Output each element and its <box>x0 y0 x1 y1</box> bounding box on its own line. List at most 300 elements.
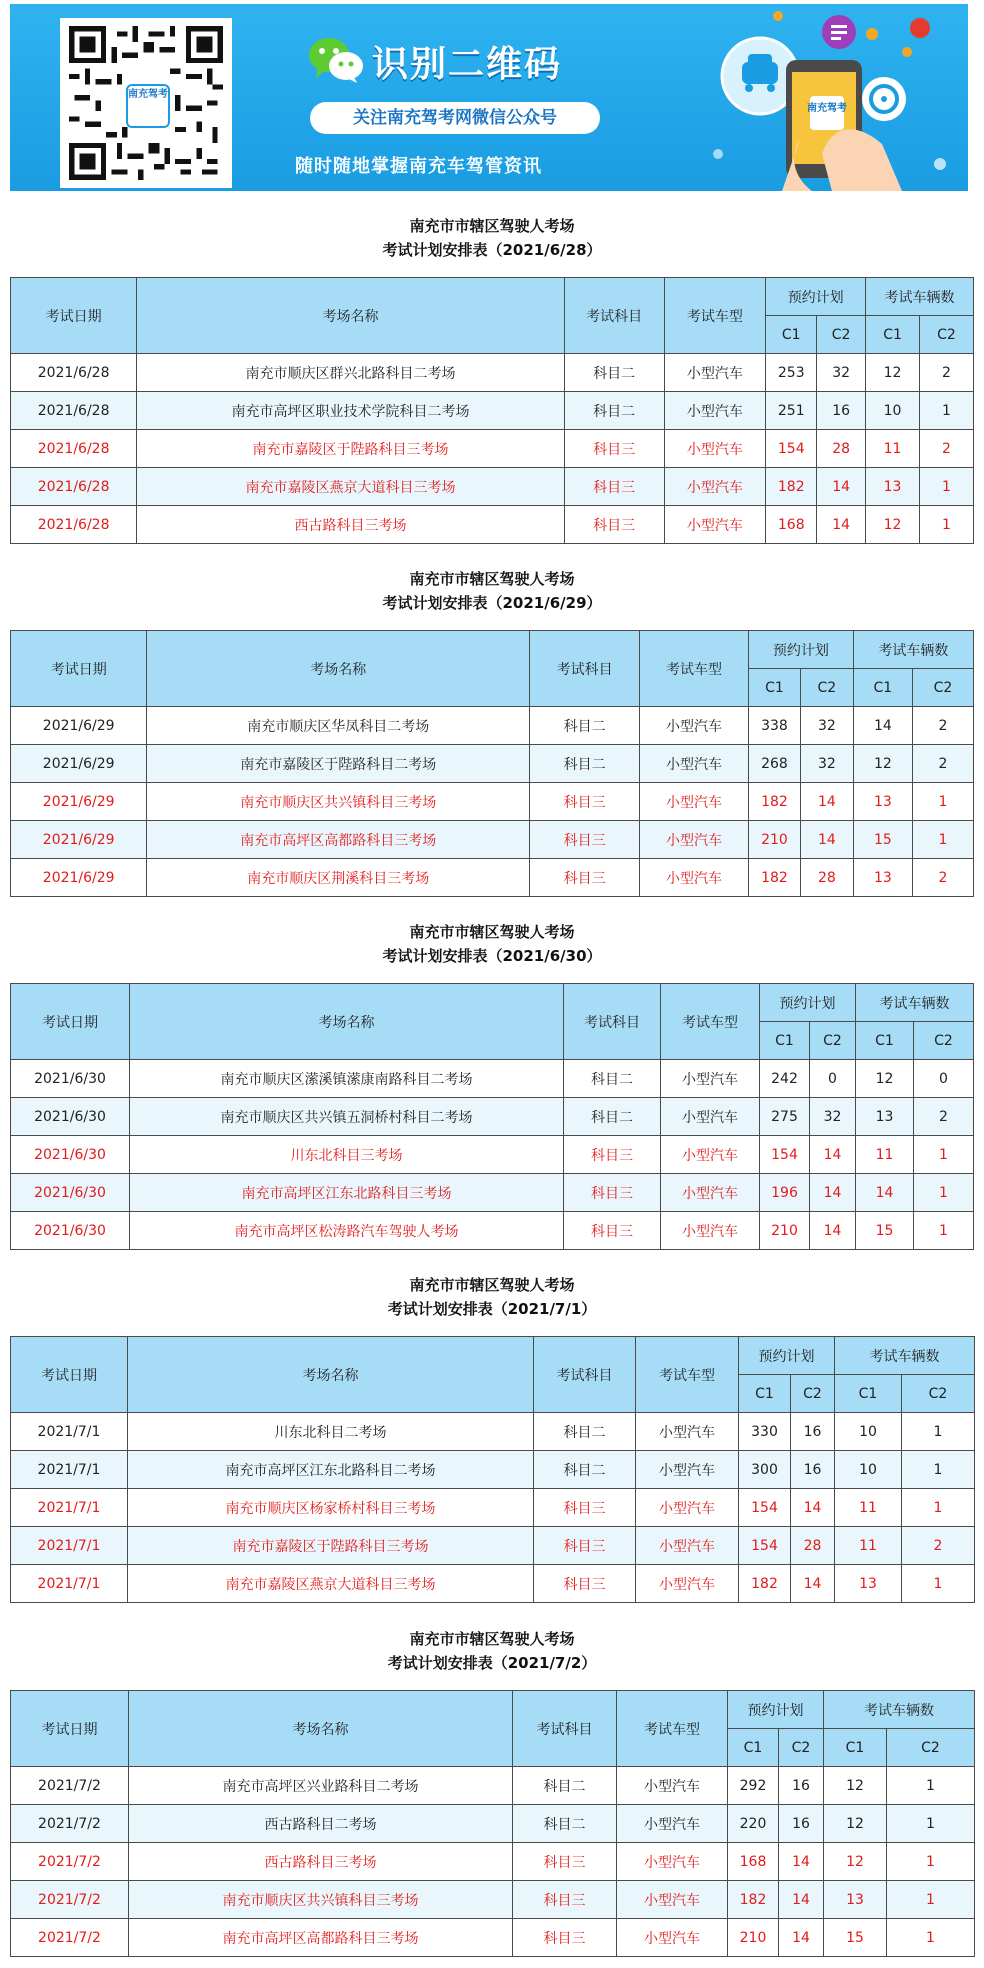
cars-c2-cell: 1 <box>914 1212 974 1250</box>
vehicle-type-cell: 小型汽车 <box>664 392 766 430</box>
vehicle-type-cell: 小型汽车 <box>661 1098 760 1136</box>
venue-name-cell: 南充市顺庆区荆溪科目三考场 <box>147 859 530 897</box>
exam-date-cell: 2021/7/1 <box>11 1451 128 1489</box>
plan-c2-cell: 14 <box>779 1881 824 1919</box>
header-booking-plan: 预约计划 <box>760 984 856 1022</box>
venue-name-cell: 川东北科目三考场 <box>130 1136 564 1174</box>
header-plan-c1: C1 <box>766 316 817 354</box>
venue-name-cell: 南充市高坪区高都路科目三考场 <box>147 821 530 859</box>
qr-logo: 南充驾考 <box>126 84 170 128</box>
plan-c2-cell: 14 <box>817 506 866 544</box>
header-plan-c2: C2 <box>779 1729 824 1767</box>
header-booking-plan: 预约计划 <box>749 631 854 669</box>
schedule-section <box>10 920 974 1240</box>
exam-date-cell: 2021/7/2 <box>11 1805 129 1843</box>
venue-name-cell: 南充市高坪区高都路科目三考场 <box>129 1919 513 1957</box>
exam-date-cell: 2021/7/2 <box>11 1881 129 1919</box>
vehicle-type-cell: 小型汽车 <box>617 1919 728 1957</box>
plan-c1-cell: 251 <box>766 392 817 430</box>
vehicle-type-cell: 小型汽车 <box>664 430 766 468</box>
cars-c1-cell: 12 <box>866 354 920 392</box>
venue-name-cell: 南充市高坪区松涛路汽车驾驶人考场 <box>130 1212 564 1250</box>
cars-c2-cell: 2 <box>914 1098 974 1136</box>
vehicle-type-cell: 小型汽车 <box>640 707 749 745</box>
cars-c1-cell: 12 <box>824 1843 887 1881</box>
plan-c2-cell: 14 <box>800 783 853 821</box>
venue-name-cell: 南充市嘉陵区于陛路科目三考场 <box>128 1527 534 1565</box>
cars-c1-cell: 13 <box>853 783 912 821</box>
plan-c1-cell: 154 <box>760 1136 810 1174</box>
table-row <box>11 1565 975 1603</box>
header-exam-date: 考试日期 <box>11 1337 128 1413</box>
venue-name-cell: 南充市顺庆区群兴北路科目二考场 <box>137 354 565 392</box>
cars-c2-cell: 1 <box>902 1489 975 1527</box>
exam-date-cell: 2021/6/29 <box>11 783 147 821</box>
subject-cell: 科目二 <box>564 354 664 392</box>
vehicle-type-cell: 小型汽车 <box>664 354 766 392</box>
header-exam-date: 考试日期 <box>11 1691 129 1767</box>
vehicle-type-cell: 小型汽车 <box>640 821 749 859</box>
vehicle-type-cell: 小型汽车 <box>617 1767 728 1805</box>
vehicle-type-cell: 小型汽车 <box>664 506 766 544</box>
table-row <box>11 354 974 392</box>
subject-cell: 科目二 <box>513 1805 617 1843</box>
subject-cell: 科目二 <box>564 1060 661 1098</box>
venue-name-cell: 南充市顺庆区共兴镇科目三考场 <box>129 1881 513 1919</box>
table-row <box>11 707 974 745</box>
venue-name-cell: 南充市嘉陵区燕京大道科目三考场 <box>128 1565 534 1603</box>
venue-name-cell: 南充市顺庆区潆溪镇潆康南路科目二考场 <box>130 1060 564 1098</box>
plan-c1-cell: 292 <box>728 1767 779 1805</box>
cars-c1-cell: 12 <box>824 1805 887 1843</box>
table-row <box>11 1919 975 1957</box>
header-venue-name: 考场名称 <box>137 278 565 354</box>
header-exam-cars: 考试车辆数 <box>856 984 974 1022</box>
subject-cell: 科目二 <box>534 1451 636 1489</box>
vehicle-type-cell: 小型汽车 <box>617 1805 728 1843</box>
header-plan-c2: C2 <box>791 1375 835 1413</box>
subject-cell: 科目二 <box>530 707 640 745</box>
header-cars-c1: C1 <box>856 1022 914 1060</box>
phone-illustration <box>682 4 968 191</box>
cars-c1-cell: 12 <box>824 1767 887 1805</box>
venue-name-cell: 南充市高坪区兴业路科目二考场 <box>129 1767 513 1805</box>
table-row <box>11 859 974 897</box>
cars-c2-cell: 1 <box>920 468 974 506</box>
section-title-line2: 考试计划安排表（2021/6/28） <box>382 241 602 259</box>
header-exam-date: 考试日期 <box>11 631 147 707</box>
header-venue-name: 考场名称 <box>130 984 564 1060</box>
plan-c2-cell: 14 <box>817 468 866 506</box>
plan-c1-cell: 182 <box>766 468 817 506</box>
cars-c1-cell: 12 <box>866 506 920 544</box>
header-venue-name: 考场名称 <box>129 1691 513 1767</box>
cars-c2-cell: 1 <box>887 1919 975 1957</box>
vehicle-type-cell: 小型汽车 <box>661 1060 760 1098</box>
venue-name-cell: 南充市嘉陵区于陛路科目二考场 <box>147 745 530 783</box>
vehicle-type-cell: 小型汽车 <box>636 1489 739 1527</box>
section-title <box>10 1627 974 1675</box>
schedule-table <box>10 630 974 897</box>
cars-c2-cell: 2 <box>920 430 974 468</box>
header-cars-c2: C2 <box>914 1022 974 1060</box>
vehicle-type-cell: 小型汽车 <box>617 1881 728 1919</box>
cars-c1-cell: 14 <box>856 1174 914 1212</box>
vehicle-type-cell: 小型汽车 <box>617 1843 728 1881</box>
cars-c2-cell: 1 <box>914 1174 974 1212</box>
venue-name-cell: 南充市顺庆区共兴镇五洞桥村科目二考场 <box>130 1098 564 1136</box>
vehicle-type-cell: 小型汽车 <box>640 745 749 783</box>
exam-date-cell: 2021/7/1 <box>11 1413 128 1451</box>
exam-date-cell: 2021/6/29 <box>11 821 147 859</box>
exam-date-cell: 2021/6/29 <box>11 859 147 897</box>
section-title-line1: 南充市市辖区驾驶人考场 <box>409 217 575 235</box>
plan-c2-cell: 32 <box>810 1098 856 1136</box>
vehicle-type-cell: 小型汽车 <box>661 1174 760 1212</box>
table-row <box>11 1843 975 1881</box>
cars-c1-cell: 12 <box>853 745 912 783</box>
header-exam-date: 考试日期 <box>11 278 137 354</box>
schedule-table <box>10 983 974 1250</box>
header-plan-c1: C1 <box>749 669 801 707</box>
schedule-table <box>10 1690 975 1957</box>
section-title-line2: 考试计划安排表（2021/6/30） <box>382 947 602 965</box>
plan-c1-cell: 268 <box>749 745 801 783</box>
cars-c1-cell: 10 <box>835 1451 902 1489</box>
plan-c2-cell: 28 <box>800 859 853 897</box>
header-subject: 考试科目 <box>513 1691 617 1767</box>
header-booking-plan: 预约计划 <box>728 1691 824 1729</box>
venue-name-cell: 南充市高坪区职业技术学院科目二考场 <box>137 392 565 430</box>
cars-c2-cell: 1 <box>920 506 974 544</box>
venue-name-cell: 南充市高坪区江东北路科目二考场 <box>128 1451 534 1489</box>
cars-c1-cell: 13 <box>824 1881 887 1919</box>
plan-c2-cell: 28 <box>791 1527 835 1565</box>
header-cars-c1: C1 <box>835 1375 902 1413</box>
table-row <box>11 1527 975 1565</box>
vehicle-type-cell: 小型汽车 <box>661 1136 760 1174</box>
plan-c1-cell: 210 <box>749 821 801 859</box>
header-plan-c2: C2 <box>810 1022 856 1060</box>
plan-c2-cell: 16 <box>791 1451 835 1489</box>
cars-c2-cell: 1 <box>887 1881 975 1919</box>
cars-c1-cell: 13 <box>835 1565 902 1603</box>
plan-c1-cell: 182 <box>749 859 801 897</box>
vehicle-type-cell: 小型汽车 <box>636 1451 739 1489</box>
plan-c2-cell: 14 <box>779 1843 824 1881</box>
table-row <box>11 1767 975 1805</box>
header-cars-c1: C1 <box>866 316 920 354</box>
exam-date-cell: 2021/7/2 <box>11 1919 129 1957</box>
vehicle-type-cell: 小型汽车 <box>640 783 749 821</box>
exam-date-cell: 2021/6/30 <box>11 1212 130 1250</box>
plan-c2-cell: 0 <box>810 1060 856 1098</box>
subject-cell: 科目三 <box>564 430 664 468</box>
header-subject: 考试科目 <box>564 984 661 1060</box>
section-title-line1: 南充市市辖区驾驶人考场 <box>409 1276 575 1294</box>
schedule-section <box>10 214 974 534</box>
section-title-line1: 南充市市辖区驾驶人考场 <box>409 570 575 588</box>
header-plan-c1: C1 <box>728 1729 779 1767</box>
venue-name-cell: 南充市嘉陵区于陛路科目三考场 <box>137 430 565 468</box>
plan-c2-cell: 14 <box>810 1174 856 1212</box>
header-vehicle-type: 考试车型 <box>636 1337 739 1413</box>
subject-cell: 科目三 <box>564 1174 661 1212</box>
plan-c1-cell: 300 <box>739 1451 791 1489</box>
header-plan-c1: C1 <box>739 1375 791 1413</box>
plan-c2-cell: 32 <box>800 745 853 783</box>
plan-c1-cell: 182 <box>739 1565 791 1603</box>
cars-c1-cell: 11 <box>856 1136 914 1174</box>
header-exam-cars: 考试车辆数 <box>853 631 973 669</box>
vehicle-type-cell: 小型汽车 <box>664 468 766 506</box>
schedule-table <box>10 277 974 544</box>
plan-c1-cell: 220 <box>728 1805 779 1843</box>
plan-c1-cell: 338 <box>749 707 801 745</box>
header-venue-name: 考场名称 <box>147 631 530 707</box>
cars-c2-cell: 1 <box>902 1565 975 1603</box>
table-row <box>11 1174 974 1212</box>
cars-c1-cell: 13 <box>866 468 920 506</box>
plan-c2-cell: 28 <box>817 430 866 468</box>
venue-name-cell: 南充市顺庆区华凤科目二考场 <box>147 707 530 745</box>
exam-date-cell: 2021/7/1 <box>11 1527 128 1565</box>
phone-logo-text: 南充驾考 <box>807 103 847 114</box>
header-booking-plan: 预约计划 <box>766 278 866 316</box>
table-row <box>11 1451 975 1489</box>
subject-cell: 科目三 <box>513 1919 617 1957</box>
plan-c1-cell: 182 <box>728 1881 779 1919</box>
exam-date-cell: 2021/6/28 <box>11 468 137 506</box>
vehicle-type-cell: 小型汽车 <box>636 1565 739 1603</box>
table-row <box>11 506 974 544</box>
wechat-icon <box>308 36 364 84</box>
header-cars-c1: C1 <box>853 669 912 707</box>
section-title-line1: 南充市市辖区驾驶人考场 <box>409 1630 575 1648</box>
exam-date-cell: 2021/7/1 <box>11 1565 128 1603</box>
cars-c2-cell: 1 <box>914 1136 974 1174</box>
subject-cell: 科目三 <box>564 506 664 544</box>
subject-cell: 科目三 <box>530 783 640 821</box>
table-row <box>11 392 974 430</box>
subject-cell: 科目二 <box>534 1413 636 1451</box>
cars-c2-cell: 1 <box>920 392 974 430</box>
subject-cell: 科目三 <box>534 1489 636 1527</box>
vehicle-type-cell: 小型汽车 <box>640 859 749 897</box>
exam-date-cell: 2021/6/28 <box>11 354 137 392</box>
table-row <box>11 821 974 859</box>
section-title-line2: 考试计划安排表（2021/7/2） <box>387 1654 597 1672</box>
cars-c1-cell: 13 <box>856 1098 914 1136</box>
vehicle-type-cell: 小型汽车 <box>636 1527 739 1565</box>
vehicle-type-cell: 小型汽车 <box>661 1212 760 1250</box>
plan-c1-cell: 242 <box>760 1060 810 1098</box>
subject-cell: 科目二 <box>564 1098 661 1136</box>
cars-c2-cell: 2 <box>912 707 973 745</box>
cars-c1-cell: 10 <box>866 392 920 430</box>
cars-c1-cell: 14 <box>853 707 912 745</box>
cars-c2-cell: 1 <box>887 1843 975 1881</box>
exam-date-cell: 2021/6/29 <box>11 707 147 745</box>
venue-name-cell: 南充市高坪区江东北路科目三考场 <box>130 1174 564 1212</box>
cars-c1-cell: 11 <box>835 1527 902 1565</box>
subject-cell: 科目三 <box>530 821 640 859</box>
subject-cell: 科目三 <box>564 1212 661 1250</box>
header-subject: 考试科目 <box>564 278 664 354</box>
venue-name-cell: 南充市顺庆区共兴镇科目三考场 <box>147 783 530 821</box>
table-row <box>11 783 974 821</box>
cars-c2-cell: 2 <box>912 859 973 897</box>
cars-c1-cell: 10 <box>835 1413 902 1451</box>
schedule-section <box>10 1273 974 1593</box>
plan-c1-cell: 253 <box>766 354 817 392</box>
table-row <box>11 745 974 783</box>
table-row <box>11 1489 975 1527</box>
venue-name-cell: 西古路科目二考场 <box>129 1805 513 1843</box>
plan-c1-cell: 168 <box>728 1843 779 1881</box>
venue-name-cell: 西古路科目三考场 <box>129 1843 513 1881</box>
header-plan-c2: C2 <box>817 316 866 354</box>
header-cars-c2: C2 <box>887 1729 975 1767</box>
exam-date-cell: 2021/7/2 <box>11 1767 129 1805</box>
subject-cell: 科目三 <box>564 468 664 506</box>
cars-c2-cell: 1 <box>912 821 973 859</box>
subject-cell: 科目三 <box>534 1527 636 1565</box>
header-exam-date: 考试日期 <box>11 984 130 1060</box>
section-title-line2: 考试计划安排表（2021/6/29） <box>382 594 602 612</box>
cars-c2-cell: 2 <box>902 1527 975 1565</box>
cars-c1-cell: 15 <box>824 1919 887 1957</box>
plan-c2-cell: 32 <box>800 707 853 745</box>
cars-c1-cell: 11 <box>866 430 920 468</box>
plan-c2-cell: 14 <box>810 1212 856 1250</box>
table-row <box>11 468 974 506</box>
header-plan-c1: C1 <box>760 1022 810 1060</box>
subject-cell: 科目三 <box>534 1565 636 1603</box>
header-vehicle-type: 考试车型 <box>664 278 766 354</box>
venue-name-cell: 南充市嘉陵区燕京大道科目三考场 <box>137 468 565 506</box>
plan-c2-cell: 16 <box>779 1805 824 1843</box>
header-exam-cars: 考试车辆数 <box>866 278 974 316</box>
plan-c1-cell: 196 <box>760 1174 810 1212</box>
table-row <box>11 1881 975 1919</box>
schedule-section <box>10 567 974 887</box>
plan-c2-cell: 16 <box>779 1767 824 1805</box>
header-subject: 考试科目 <box>534 1337 636 1413</box>
cars-c2-cell: 1 <box>887 1767 975 1805</box>
table-row <box>11 1098 974 1136</box>
venue-name-cell: 川东北科目二考场 <box>128 1413 534 1451</box>
subject-cell: 科目三 <box>513 1881 617 1919</box>
section-title <box>10 214 974 262</box>
cars-c2-cell: 1 <box>902 1413 975 1451</box>
plan-c1-cell: 275 <box>760 1098 810 1136</box>
subject-cell: 科目三 <box>513 1843 617 1881</box>
header-vehicle-type: 考试车型 <box>661 984 760 1060</box>
table-row <box>11 1212 974 1250</box>
subject-cell: 科目三 <box>530 859 640 897</box>
subject-cell: 科目三 <box>564 1136 661 1174</box>
plan-c2-cell: 14 <box>800 821 853 859</box>
follow-account-pill[interactable]: 关注南充驾考网微信公众号 <box>310 102 600 134</box>
exam-date-cell: 2021/6/29 <box>11 745 147 783</box>
cars-c2-cell: 2 <box>912 745 973 783</box>
plan-c1-cell: 154 <box>766 430 817 468</box>
plan-c1-cell: 154 <box>739 1527 791 1565</box>
exam-date-cell: 2021/6/28 <box>11 392 137 430</box>
exam-date-cell: 2021/6/30 <box>11 1060 130 1098</box>
cars-c1-cell: 13 <box>853 859 912 897</box>
cars-c1-cell: 15 <box>856 1212 914 1250</box>
plan-c2-cell: 14 <box>810 1136 856 1174</box>
table-row <box>11 1060 974 1098</box>
cars-c2-cell: 1 <box>912 783 973 821</box>
header-plan-c2: C2 <box>800 669 853 707</box>
schedule-table <box>10 1336 975 1603</box>
cars-c1-cell: 12 <box>856 1060 914 1098</box>
exam-date-cell: 2021/6/30 <box>11 1174 130 1212</box>
schedule-section <box>10 1627 974 1947</box>
plan-c1-cell: 210 <box>760 1212 810 1250</box>
section-title-line1: 南充市市辖区驾驶人考场 <box>409 923 575 941</box>
cars-c2-cell: 0 <box>914 1060 974 1098</box>
exam-date-cell: 2021/7/2 <box>11 1843 129 1881</box>
plan-c2-cell: 32 <box>817 354 866 392</box>
exam-date-cell: 2021/6/30 <box>11 1098 130 1136</box>
plan-c2-cell: 16 <box>791 1413 835 1451</box>
qr-code <box>60 18 232 188</box>
table-row <box>11 430 974 468</box>
cars-c1-cell: 11 <box>835 1489 902 1527</box>
plan-c2-cell: 14 <box>791 1565 835 1603</box>
exam-date-cell: 2021/6/28 <box>11 430 137 468</box>
section-title-line2: 考试计划安排表（2021/7/1） <box>387 1300 597 1318</box>
plan-c2-cell: 14 <box>791 1489 835 1527</box>
header-cars-c1: C1 <box>824 1729 887 1767</box>
exam-date-cell: 2021/6/28 <box>11 506 137 544</box>
header-exam-cars: 考试车辆数 <box>824 1691 975 1729</box>
exam-date-cell: 2021/6/30 <box>11 1136 130 1174</box>
header-cars-c2: C2 <box>920 316 974 354</box>
header-venue-name: 考场名称 <box>128 1337 534 1413</box>
subject-cell: 科目二 <box>530 745 640 783</box>
wechat-banner[interactable] <box>10 4 968 191</box>
cars-c2-cell: 2 <box>920 354 974 392</box>
header-subject: 考试科目 <box>530 631 640 707</box>
header-vehicle-type: 考试车型 <box>617 1691 728 1767</box>
plan-c1-cell: 210 <box>728 1919 779 1957</box>
cars-c1-cell: 15 <box>853 821 912 859</box>
plan-c1-cell: 330 <box>739 1413 791 1451</box>
subject-cell: 科目二 <box>513 1767 617 1805</box>
header-cars-c2: C2 <box>902 1375 975 1413</box>
banner-tagline: 随时随地掌握南充车驾管资讯 <box>295 156 542 177</box>
plan-c2-cell: 16 <box>817 392 866 430</box>
plan-c2-cell: 14 <box>779 1919 824 1957</box>
header-vehicle-type: 考试车型 <box>640 631 749 707</box>
cars-c2-cell: 1 <box>887 1805 975 1843</box>
venue-name-cell: 南充市顺庆区杨家桥村科目三考场 <box>128 1489 534 1527</box>
table-row <box>11 1413 975 1451</box>
banner-headline: 识别二维码 <box>372 44 563 85</box>
venue-name-cell: 西古路科目三考场 <box>137 506 565 544</box>
table-row <box>11 1805 975 1843</box>
subject-cell: 科目二 <box>564 392 664 430</box>
plan-c1-cell: 182 <box>749 783 801 821</box>
plan-c1-cell: 168 <box>766 506 817 544</box>
section-title <box>10 920 974 968</box>
section-title <box>10 567 974 615</box>
